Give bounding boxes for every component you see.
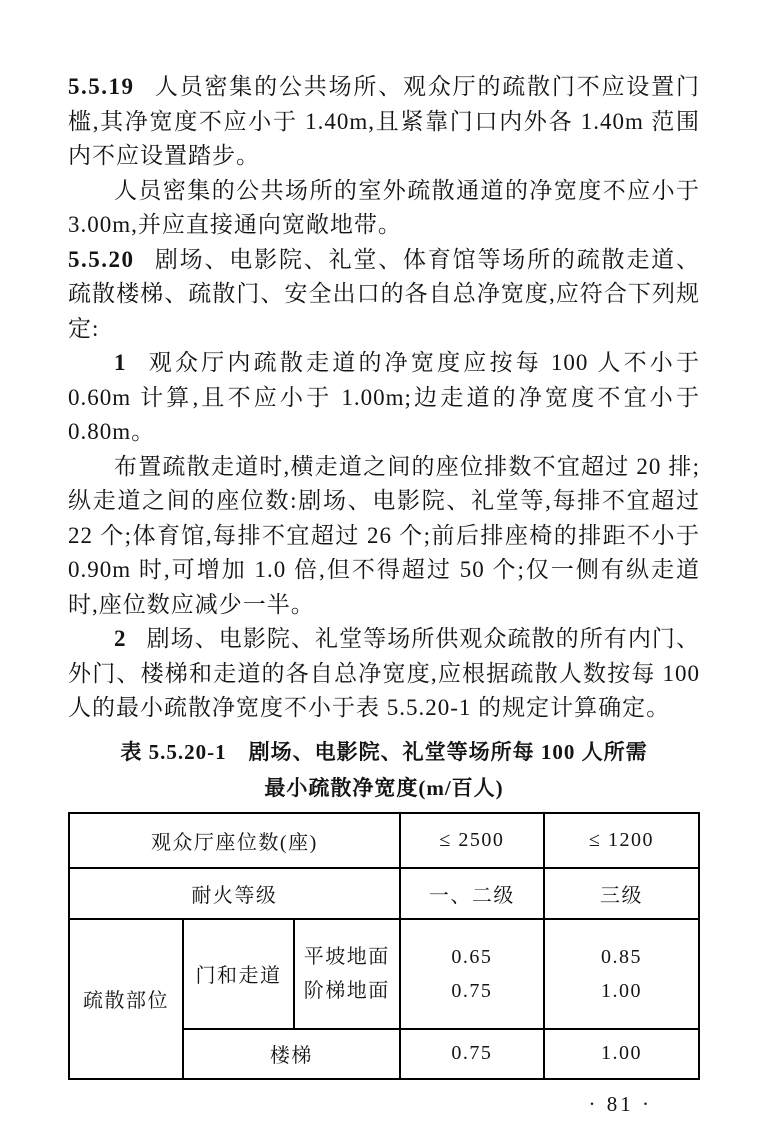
seats-limit-col2-cell: ≤ 1200 xyxy=(544,813,699,868)
item-2-text: 剧场、电影院、礼堂等场所供观众疏散的所有内门、外门、楼梯和走道的各自总净宽度,应根据疏散人数按每 100 人的最小疏散净宽度不小于表 5.5.20-1 的规定计算确定。 xyxy=(68,626,700,720)
flat-ground-col2-value: 0.85 xyxy=(600,945,642,968)
paragraph-aisle-seats-text: 布置疏散走道时,横走道之间的座位排数不宜超过 20 排;纵走道之间的座位数:剧场、电影院、礼堂等,每排不宜超过 22 个;体育馆,每排不宜超过 26 个;前后排座椅的排距不小于 0.90m 时,可增加 1.0 倍,但不得超过 50 个;仅一侧有纵走道时,座位数应减少一半。 xyxy=(68,453,700,617)
table-row-seats xyxy=(69,813,699,868)
clause-5-5-19-text: 人员密集的公共场所、观众厅的疏散门不应设置门槛,其净宽度不应小于 1.40m,且紧靠门口内外各 1.40m 范围内不应设置踏步。 xyxy=(68,74,700,168)
item-1-text: 观众厅内疏散走道的净宽度应按每 100 人不小于 0.60m 计算,且不应小于 1.00m;边走道的净宽度不宜小于 0.80m。 xyxy=(68,350,700,444)
doors-values-col1-cell xyxy=(400,919,544,1029)
evacuation-part-cell: 疏散部位 xyxy=(69,919,183,1079)
page-number: · 81 · xyxy=(588,1091,652,1116)
table-title-line2: 最小疏散净宽度(m/百人) xyxy=(264,775,504,800)
clause-5-5-19 xyxy=(68,70,700,174)
paragraph-outdoor-passage-text: 人员密集的公共场所的室外疏散通道的净宽度不应小于 3.00m,并应直接通向宽敞地带。 xyxy=(68,177,700,237)
stepped-ground-label: 阶梯地面 xyxy=(303,979,390,1002)
table-title xyxy=(68,734,700,806)
clause-5-5-19-number: 5.5.19 xyxy=(68,74,135,99)
ground-type-cell xyxy=(294,919,400,1029)
seats-limit-col1-cell: ≤ 2500 xyxy=(400,813,544,868)
flat-ground-label: 平坡地面 xyxy=(303,945,390,968)
fire-rating-label-cell: 耐火等级 xyxy=(69,868,400,919)
doors-values-col2-cell xyxy=(544,919,699,1029)
fire-rating-col1-cell: 一、二级 xyxy=(400,868,544,919)
item-2-number: 2 xyxy=(114,626,127,651)
flat-ground-col1-value: 0.65 xyxy=(451,945,493,968)
item-1-paragraph xyxy=(68,346,700,450)
table-5-5-20-1 xyxy=(68,812,700,1080)
seats-label-cell: 观众厅座位数(座) xyxy=(69,813,400,868)
stairs-col2-cell: 1.00 xyxy=(544,1029,699,1079)
item-2-paragraph xyxy=(68,622,700,726)
clause-5-5-20-text: 剧场、电影院、礼堂、体育馆等场所的疏散走道、疏散楼梯、疏散门、安全出口的各自总净宽度,应符合下列规定: xyxy=(68,246,700,341)
table-title-line1: 表 5.5.20-1 剧场、电影院、礼堂等场所每 100 人所需 xyxy=(120,739,648,764)
table-row-fire-rating xyxy=(69,868,699,919)
table-row-doors-corridors xyxy=(69,919,699,1029)
paragraph-aisle-seats xyxy=(68,450,700,623)
paragraph-outdoor-passage xyxy=(68,174,700,243)
stairs-label-cell: 楼梯 xyxy=(183,1029,400,1079)
stairs-col1-cell: 0.75 xyxy=(400,1029,544,1079)
fire-rating-col2-cell: 三级 xyxy=(544,868,699,919)
doors-corridors-label-cell: 门和走道 xyxy=(183,919,294,1029)
stepped-ground-col2-value: 1.00 xyxy=(600,979,642,1002)
stepped-ground-col1-value: 0.75 xyxy=(451,979,493,1002)
clause-5-5-20 xyxy=(68,243,700,347)
item-1-number: 1 xyxy=(114,350,127,375)
body-text-block xyxy=(68,70,700,726)
clause-5-5-20-number: 5.5.20 xyxy=(68,246,135,272)
